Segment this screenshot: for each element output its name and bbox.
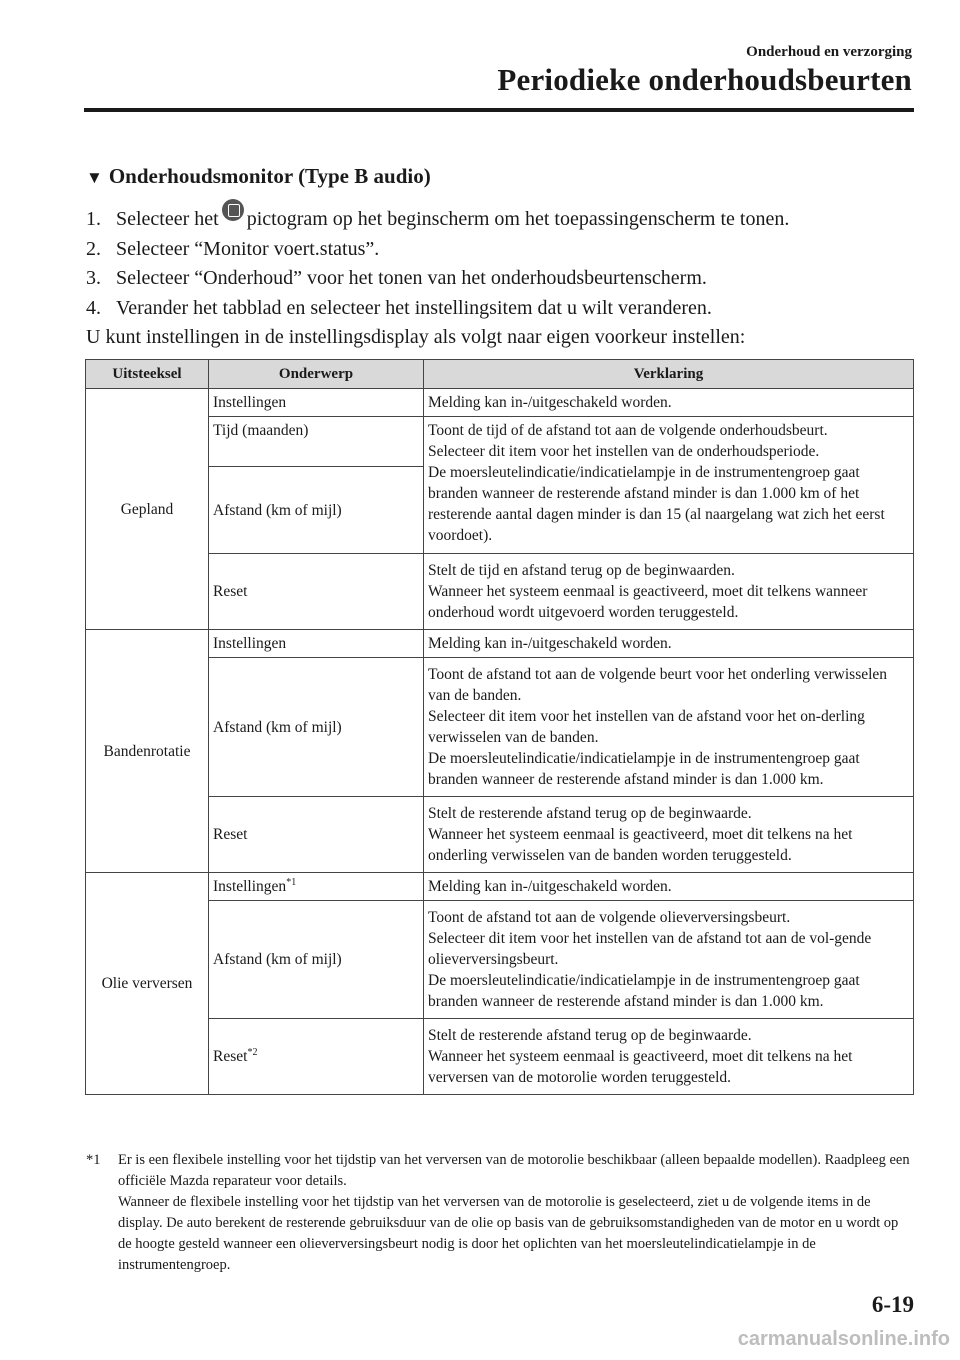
- table-header-row: [86, 360, 914, 389]
- table-row: [86, 797, 914, 873]
- table-row: [86, 630, 914, 658]
- desc-cell: Toont de afstand tot aan de volgende beurt voor het onderling verwisselen van de banden. Selecteer dit item voor het instellen van de afstand voor het on-derling verwisselen van de banden. De moersleutelindicatie/indicatielampje in de instrumentengroep gaat branden wanneer de resterende afstand minder is dan 1.000 km.: [424, 658, 914, 797]
- footnote-mark: *1: [86, 1152, 101, 1168]
- step-2: [86, 235, 916, 265]
- page-title: Periodieke onderhoudsbeurten: [497, 62, 912, 97]
- table-row: [86, 658, 914, 797]
- desc-cell: Melding kan in-/uitgeschakeld worden.: [424, 389, 914, 417]
- section-heading-text: Onderhoudsmonitor (Type B audio): [108, 164, 431, 188]
- step-1: [86, 205, 916, 235]
- desc-cell: Stelt de tijd en afstand terug op de beginwaarden. Wanneer het systeem eenmaal is geactiveerd, moet dit telkens wanneer onderhoud wordt uitgevoerd worden teruggesteld.: [424, 554, 914, 630]
- item-label: Reset: [213, 1048, 248, 1065]
- table-row: [86, 417, 914, 467]
- settings-table: [85, 359, 914, 1095]
- section-heading: [86, 164, 431, 189]
- item-cell: Instellingen: [209, 389, 424, 417]
- step-text: Selecteer het: [116, 208, 219, 230]
- item-cell: Reset: [209, 797, 424, 873]
- step-number: 4.: [86, 296, 101, 319]
- item-label: Instellingen: [213, 878, 287, 895]
- category-gepland: Gepland: [86, 389, 209, 630]
- item-cell: Tijd (maanden): [209, 417, 424, 467]
- table-row: [86, 901, 914, 1019]
- category-olie-verversen: Olie verversen: [86, 873, 209, 1095]
- footnote-text: Er is een flexibele instelling voor het tijdstip van het verversen van de motorolie beschikbaar (alleen bepaalde modellen). Raadpleeg een officiële Mazda reparateur voor details. Wanneer de flexibele instelling voor het tijdstip van het verversen van de motorolie is geselecteerd, ziet u de volgende items in de display. De auto berekent de resterende gebruiksduur van de olie op basis van de gebruiksomstandigheden van de motor en u wordt op de hoogte gesteld wanneer een olieverversingsbeurt nodig is door het oplichten van het moersleutelindicatielampje in de instrumentengroep.: [118, 1152, 910, 1273]
- item-cell: [209, 873, 424, 901]
- table-row: [86, 873, 914, 901]
- step-text: Selecteer “Onderhoud” voor het tonen van het onderhoudsbeurtenscherm.: [116, 267, 707, 289]
- footnote: [86, 1150, 914, 1276]
- desc-cell: Toont de tijd of de afstand tot aan de volgende onderhoudsbeurt. Selecteer dit item voor het instellen van de onderhoudsperiode. De moersleutelindicatie/indicatielampje in de instrumentengroep gaat branden wanneer de resterende afstand minder is dan 1.000 km of het resterende aantal dagen minder is dan 15 (al naargelang wat zich het eerst voordoet).: [424, 417, 914, 554]
- header-uitsteeksel: Uitsteeksel: [86, 360, 209, 389]
- footnote-ref: *1: [286, 876, 297, 888]
- desc-cell: Melding kan in-/uitgeschakeld worden.: [424, 630, 914, 658]
- item-cell: [209, 1019, 424, 1095]
- intro-text: U kunt instellingen in de instellingsdisplay als volgt naar eigen voorkeur instellen:: [86, 326, 746, 348]
- item-cell: Instellingen: [209, 630, 424, 658]
- step-number: 2.: [86, 237, 101, 260]
- item-cell: Reset: [209, 554, 424, 630]
- step-4: [86, 294, 916, 324]
- item-cell: Afstand (km of mijl): [209, 658, 424, 797]
- watermark: carmanualsonline.info: [737, 1328, 950, 1350]
- header-verklaring: Verklaring: [424, 360, 914, 389]
- desc-cell: Stelt de resterende afstand terug op de beginwaarde. Wanneer het systeem eenmaal is geactiveerd, moet dit telkens na het onderling verwisselen van de banden worden teruggesteld.: [424, 797, 914, 873]
- table-row: [86, 389, 914, 417]
- desc-cell: Stelt de resterende afstand terug op de beginwaarde. Wanneer het systeem eenmaal is geactiveerd, moet dit telkens na het verversen van de motorolie worden teruggesteld.: [424, 1019, 914, 1095]
- step-number: 1.: [86, 208, 101, 230]
- page-number: 6-19: [871, 1292, 914, 1317]
- table-row: [86, 1019, 914, 1095]
- category-bandenrotatie: Bandenrotatie: [86, 630, 209, 873]
- header-onderwerp: Onderwerp: [209, 360, 424, 389]
- step-3: [86, 264, 916, 294]
- steps-list: [86, 205, 916, 353]
- item-cell: Afstand (km of mijl): [209, 467, 424, 554]
- step-text: Verander het tabblad en selecteer het instellingsitem dat u wilt veranderen.: [116, 296, 712, 319]
- footnote-ref: *2: [247, 1046, 258, 1058]
- table-row: [86, 554, 914, 630]
- chapter-label: Onderhoud en verzorging: [746, 44, 912, 60]
- step-number: 3.: [86, 267, 101, 289]
- triangle-down-icon: ▼: [86, 168, 103, 187]
- item-cell: Afstand (km of mijl): [209, 901, 424, 1019]
- step-text: Selecteer “Monitor voert.status”.: [116, 237, 380, 260]
- desc-cell: Toont de afstand tot aan de volgende olieverversingsbeurt. Selecteer dit item voor het instellen van de afstand tot aan de vol-gende olieverversingsbeurt. De moersleutelindicatie/indicatielampje in de instrumentengroep gaat branden wanneer de resterende afstand minder is dan 1.000 km.: [424, 901, 914, 1019]
- app-icon: [222, 199, 244, 221]
- header-rule: [84, 108, 914, 112]
- step-text: pictogram op het beginscherm om het toepassingenscherm te tonen.: [246, 208, 790, 230]
- desc-cell: Melding kan in-/uitgeschakeld worden.: [424, 873, 914, 901]
